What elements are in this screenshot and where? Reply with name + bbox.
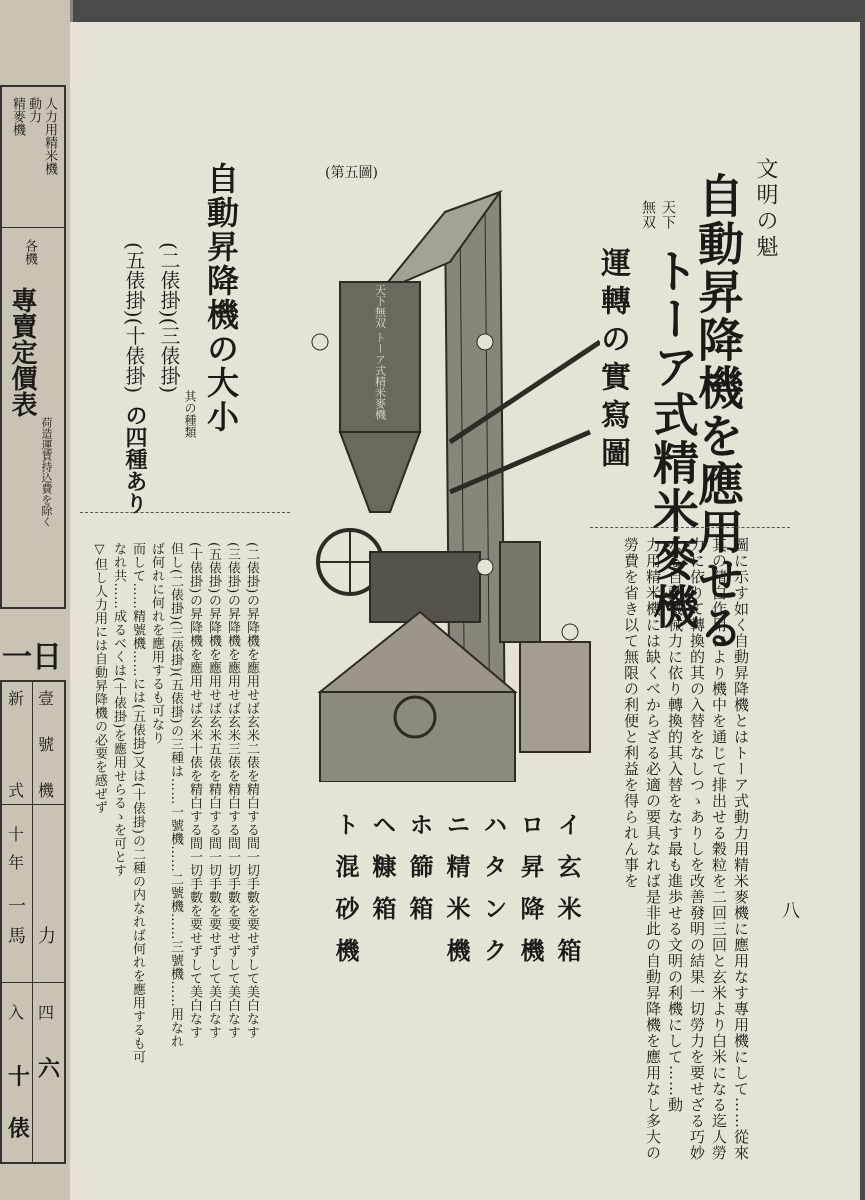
note-line: (三俵掛)の昇降機を應用せば玄米三俵を精白する間一切手數を要せずして美白なす — [225, 542, 240, 1040]
body-line: 力に依りて轉換的其の入替をなしつゝありしを改善發明の結果一切勞力を要せざる巧妙 — [688, 537, 706, 1161]
middle-title: 自動昇降機の大小 — [202, 162, 240, 434]
table-col-label-1: 人力用精米機 — [42, 97, 57, 175]
figure-caption: (第五圖) — [325, 165, 378, 181]
note-line: (五俵掛)の昇降機を應用せば玄米五俵を精白する間一切手數を要せずして美白なす — [206, 542, 221, 1040]
cell: 機 — [38, 781, 55, 800]
four-kinds: の四種あり — [122, 404, 148, 514]
adjacent-page — [0, 0, 73, 1200]
cell: 四 — [38, 1003, 55, 1022]
cell: 馬 — [8, 926, 26, 947]
table-note: 荷造運賃持込費を除く — [40, 417, 53, 527]
part-item: ヘ糠箱 — [368, 812, 397, 938]
main-title: 自動昇降機を應用せる — [691, 172, 745, 652]
cell: 式 — [8, 781, 25, 800]
middle-notes — [90, 542, 261, 1064]
part-item: ハタンク — [479, 812, 508, 980]
bottom-table-rule-2 — [2, 982, 64, 983]
body-line: 勞費を省き以て無限の利便と利益を得られん事を — [622, 537, 640, 889]
cell: 力 — [38, 926, 56, 947]
parts-list — [325, 812, 595, 1072]
svg-text:天下無双 トーア式精米麥機 — [374, 284, 387, 420]
price-table — [0, 85, 66, 609]
cell: 新 — [8, 689, 25, 708]
table-rule — [2, 227, 64, 228]
bottom-table-rule-1 — [2, 804, 64, 805]
cell: 一 — [8, 896, 26, 917]
note-line: (十俵掛)の昇降機を應用せば玄米十俵を精白する間一切手數を要せずして美白なす — [187, 542, 202, 1040]
cell: 六 — [38, 1056, 61, 1082]
body-line: 其の精白作用により機中を通じて排出せる穀粒を二回三回と玄米より白米になる迄人勞 — [710, 537, 728, 1161]
cell: 入 — [8, 1003, 25, 1022]
main-page — [70, 22, 860, 1200]
kicker: 文明の魁 — [753, 157, 778, 261]
divider — [590, 527, 790, 529]
hopper-text: 天下無双 トーア式精米麥機 — [373, 284, 387, 420]
machine-illustration — [300, 172, 600, 782]
part-item: ロ昇降機 — [516, 812, 545, 980]
note-line: 但し(二俵掛)(三俵掛)(五俵掛)の三種は……一號機……二號機……三號機……用なれ — [168, 542, 183, 1048]
cell: 十 — [8, 825, 25, 844]
cell: 年 — [8, 853, 25, 872]
body-line: 力用精米機には缺くべからざる必適の要具なれば是非此の自動昇降機を應用なし多大の — [644, 537, 662, 1161]
note-line: なれ共……成るべくは(十俵掛)を應用せらるゝを可とす — [111, 542, 126, 878]
table-col-label-2: 動力 — [26, 97, 41, 123]
cell: 壹 — [38, 689, 55, 708]
note-line: ▽但し人力用には自動昇降機の必要を感ぜず — [92, 542, 107, 814]
note-line: 而して……精號機……には(五俵掛)又は(十俵掛)の二種の内なれば何れを應用するも可 — [130, 542, 145, 1064]
body-line: 圖に示す如く自動昇降機とはトーア式動力用精米麥機に應用なす專用機にして……從來 — [732, 537, 750, 1161]
body-line: なる自動機械力に依り轉換的其入替をなす最も進歩せる文明の利機にして……動 — [666, 537, 684, 1113]
note-line: ば何れに何れを應用するも可なり — [149, 542, 164, 745]
cell: 號 — [38, 735, 55, 754]
title-prefix: 天下無双 — [640, 200, 676, 230]
bottom-table-rule-3 — [32, 682, 33, 1162]
subtitle: 運轉の實寫圖 — [595, 247, 630, 475]
cell: 十 — [8, 1064, 31, 1090]
part-item: ホ篩箱 — [405, 812, 434, 938]
body-text — [620, 537, 752, 1161]
page-number: 八 — [782, 901, 800, 922]
table-heading: 專賣定價表 — [7, 287, 37, 417]
part-item: ト混砂機 — [331, 812, 360, 980]
part-item: ニ精米機 — [442, 812, 471, 980]
cell: 俵 — [8, 1116, 31, 1142]
bottom-table — [0, 680, 66, 1164]
note-line: (二俵掛)の昇降機を應用せば玄米二俵を精白する間一切手數を要せずして美白なす — [244, 542, 259, 1040]
table-header-kind: 各機 — [22, 239, 37, 265]
divider — [80, 512, 290, 514]
sizes-line-b: (五俵掛)(十俵掛) — [122, 242, 146, 394]
part-item: イ玄米箱 — [553, 812, 582, 980]
middle-subtitle: 其の種類 — [183, 390, 197, 438]
sizes-line-a: (二俵掛)(三俵掛) — [157, 242, 181, 394]
date-heading: 一日 — [2, 640, 62, 675]
table-col-label-3: 精麥機 — [10, 97, 25, 136]
product-title: トーア式精米麥機 — [646, 247, 700, 631]
